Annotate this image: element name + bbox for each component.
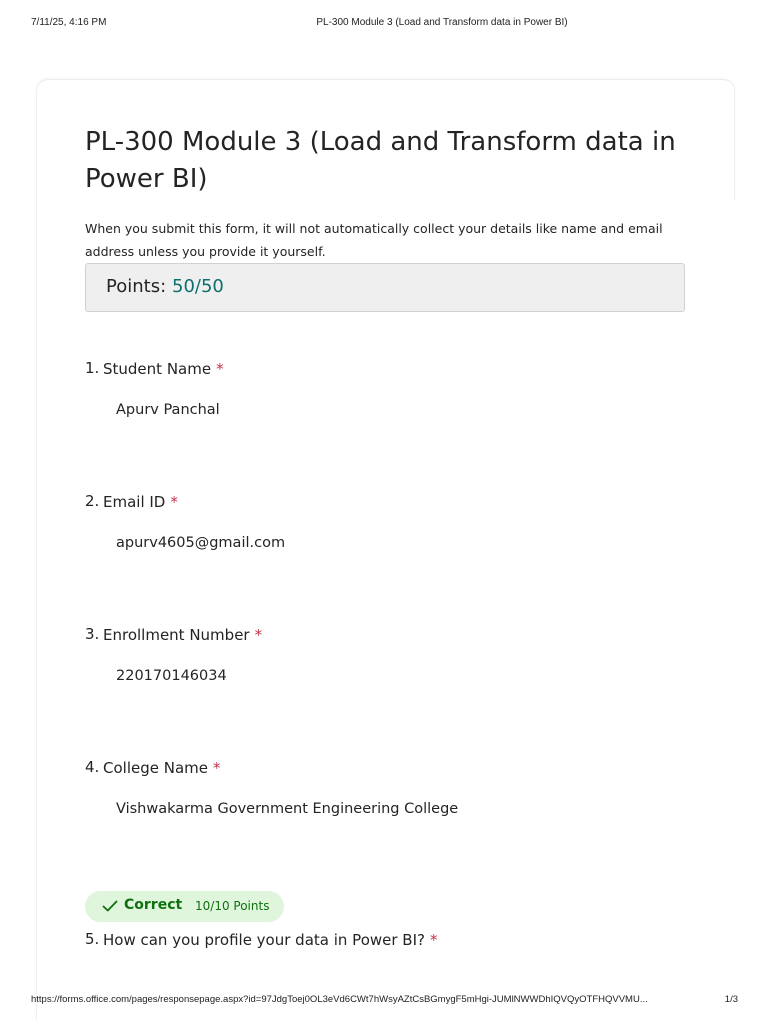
result-status: Correct	[124, 897, 183, 913]
question-text	[103, 360, 224, 378]
correct-badge	[85, 891, 284, 922]
question-label: College Name	[103, 759, 208, 777]
required-asterisk: *	[170, 493, 178, 511]
question-answer: 220170146034	[116, 668, 227, 684]
question-number: 4.	[85, 758, 100, 776]
card-edge-fade	[724, 200, 738, 1020]
question-text	[103, 626, 262, 644]
print-header	[0, 17, 768, 31]
points-label: Points:	[106, 276, 167, 297]
question-text	[103, 931, 437, 949]
required-asterisk: *	[254, 626, 263, 644]
question-answer: Apurv Panchal	[116, 402, 220, 418]
result-points: 10/10 Points	[195, 899, 270, 913]
question-label: Enrollment Number	[103, 626, 250, 644]
points-value: 50/50	[172, 276, 224, 297]
required-asterisk: *	[429, 931, 438, 949]
question-label: How can you profile your data in Power BI?	[103, 931, 425, 949]
question-number: 3.	[85, 625, 100, 643]
form-title: PL-300 Module 3 (Load and Transform data in Power BI)	[85, 127, 676, 194]
required-asterisk: *	[213, 759, 221, 777]
form-description: When you submit this form, it will not automatically collect your details like name and email address unless you provide it yourself.	[85, 221, 663, 259]
question-label: Email ID	[103, 493, 166, 511]
page-number: 1/3	[724, 994, 738, 1005]
question-answer: Vishwakarma Government Engineering College	[116, 801, 459, 817]
question-number: 1.	[85, 359, 100, 377]
question-text	[103, 759, 221, 777]
required-asterisk: *	[216, 360, 224, 378]
question-answer: apurv4605@gmail.com	[116, 535, 286, 551]
question-number: 2.	[85, 492, 100, 510]
print-document-title: PL-300 Module 3 (Load and Transform data in Power BI)	[316, 17, 568, 28]
question-number: 5.	[85, 930, 100, 948]
print-datetime: 7/11/25, 4:16 PM	[31, 17, 107, 28]
points-summary	[85, 263, 685, 312]
question-text	[103, 493, 178, 511]
question-label: Student Name	[103, 360, 212, 378]
checkmark-icon	[102, 899, 118, 913]
page-url: https://forms.office.com/pages/responsepage.aspx?id=97JdgToej0OL3eVd6CWt7hWsyAZtCsBGmygF5mHgi-JUMlNWWDhIQVQyOTFHQVVMU...	[31, 994, 648, 1005]
